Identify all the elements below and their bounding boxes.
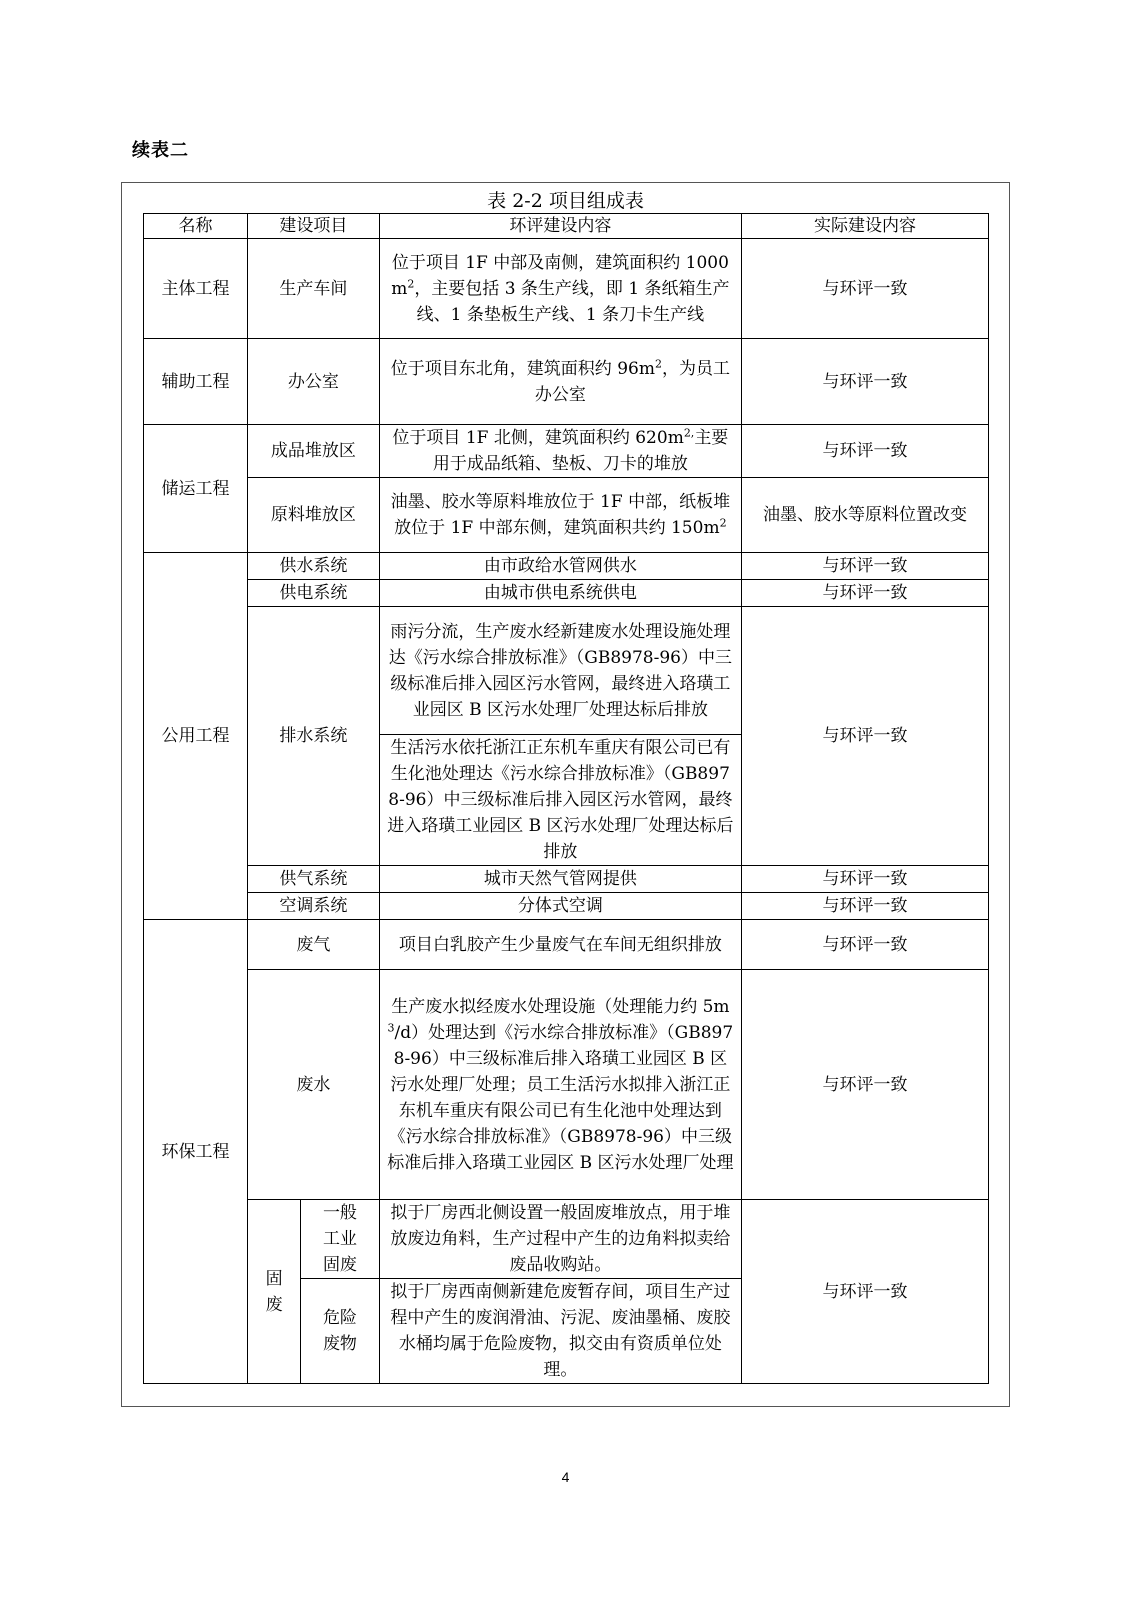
header-actual-content: 实际建设内容 [742,214,989,239]
eia-drainage-production: 雨污分流，生产废水经新建废水处理设施处理达《污水综合排放标准》（GB8978-96）中三级标准后排入园区污水管网，最终进入珞璜工业园区 B 区污水处理厂处理达标后排放 [379,607,741,735]
header-name: 名称 [144,214,248,239]
table-row [144,239,989,339]
actual-solid-waste: 与环评一致 [742,1200,989,1384]
group-public: 公用工程 [144,553,248,920]
actual-water-supply: 与环评一致 [742,553,989,580]
table-row [144,893,989,920]
table-row [144,1200,989,1279]
item-office: 办公室 [248,339,380,425]
eia-raw: 油墨、胶水等原料堆放位于 1F 中部，纸板堆放位于 1F 中部东侧，建筑面积共约 $150m^2$ [379,478,741,553]
item-general-solid: 一般工业固废 [301,1200,380,1279]
item-solid-waste: 固废 [248,1200,301,1384]
item-aircon: 空调系统 [248,893,380,920]
table-header-row [144,214,989,239]
actual-drainage: 与环评一致 [742,607,989,866]
actual-aircon: 与环评一致 [742,893,989,920]
eia-office: 位于项目东北角，建筑面积约 $96m^2$，为员工办公室 [379,339,741,425]
table-row [144,339,989,425]
item-gas-supply: 供气系统 [248,866,380,893]
actual-power-supply: 与环评一致 [742,580,989,607]
table-row [144,920,989,970]
actual-exhaust: 与环评一致 [742,920,989,970]
actual-office: 与环评一致 [742,339,989,425]
table-row [144,607,989,735]
item-wastewater: 废水 [248,970,380,1200]
item-workshop: 生产车间 [248,239,380,339]
item-drainage: 排水系统 [248,607,380,866]
eia-exhaust: 项目白乳胶产生少量废气在车间无组织排放 [379,920,741,970]
item-raw: 原料堆放区 [248,478,380,553]
project-composition-table [143,213,989,1384]
group-main: 主体工程 [144,239,248,339]
group-aux: 辅助工程 [144,339,248,425]
item-power-supply: 供电系统 [248,580,380,607]
header-eia-content: 环评建设内容 [379,214,741,239]
continued-table-heading: 续表二 [132,140,189,161]
table-row [144,478,989,553]
item-finished: 成品堆放区 [248,425,380,478]
group-storage: 储运工程 [144,425,248,553]
eia-drainage-domestic: 生活污水依托浙江正东机车重庆有限公司已有生化池处理达《污水综合排放标准》（GB8978-96）中三级标准后排入园区污水管网，最终进入珞璜工业园区 B 区污水处理厂处理达标后排放 [379,735,741,866]
actual-wastewater: 与环评一致 [742,970,989,1200]
page-number: 4 [561,1469,570,1485]
actual-workshop: 与环评一致 [742,239,989,339]
table-row [144,970,989,1200]
eia-gas-supply: 城市天然气管网提供 [379,866,741,893]
table-row [144,866,989,893]
eia-finished: 位于项目 1F 北侧，建筑面积约 $620m^{2,}$主要用于成品纸箱、垫板、刀卡的堆放 [379,425,741,478]
table-row [144,580,989,607]
actual-finished: 与环评一致 [742,425,989,478]
table-row [144,425,989,478]
eia-workshop: 位于项目 1F 中部及南侧，建筑面积约 $1000m^2$，主要包括 3 条生产线，即 1 条纸箱生产线、1 条垫板生产线、1 条刀卡生产线 [379,239,741,339]
eia-general-solid: 拟于厂房西北侧设置一般固废堆放点，用于堆放废边角料，生产过程中产生的边角料拟卖给废品收购站。 [379,1200,741,1279]
header-item: 建设项目 [248,214,380,239]
eia-wastewater: 生产废水拟经废水处理设施（处理能力约 $5m^3/d$）处理达到《污水综合排放标准》（GB8978-96）中三级标准后排入珞璜工业园区 B 区污水处理厂处理；员工生活污水拟排入浙江正东机车重庆有限公司已有生化池中处理达到《污水综合排放标准》（GB8978-96）中三级标准后排入珞璜工业园区 B 区污水处理厂处理 [379,970,741,1200]
eia-water-supply: 由市政给水管网供水 [379,553,741,580]
eia-power-supply: 由城市供电系统供电 [379,580,741,607]
eia-aircon: 分体式空调 [379,893,741,920]
item-hazardous: 危险废物 [301,1279,380,1384]
actual-gas-supply: 与环评一致 [742,866,989,893]
eia-hazardous: 拟于厂房西南侧新建危废暂存间，项目生产过程中产生的废润滑油、污泥、废油墨桶、废胶水桶均属于危险废物，拟交由有资质单位处理。 [379,1279,741,1384]
actual-raw: 油墨、胶水等原料位置改变 [742,478,989,553]
item-water-supply: 供水系统 [248,553,380,580]
table-row [144,553,989,580]
table-title: 表 2-2 项目组成表 [487,190,644,212]
group-env: 环保工程 [144,920,248,1384]
item-exhaust: 废气 [248,920,380,970]
